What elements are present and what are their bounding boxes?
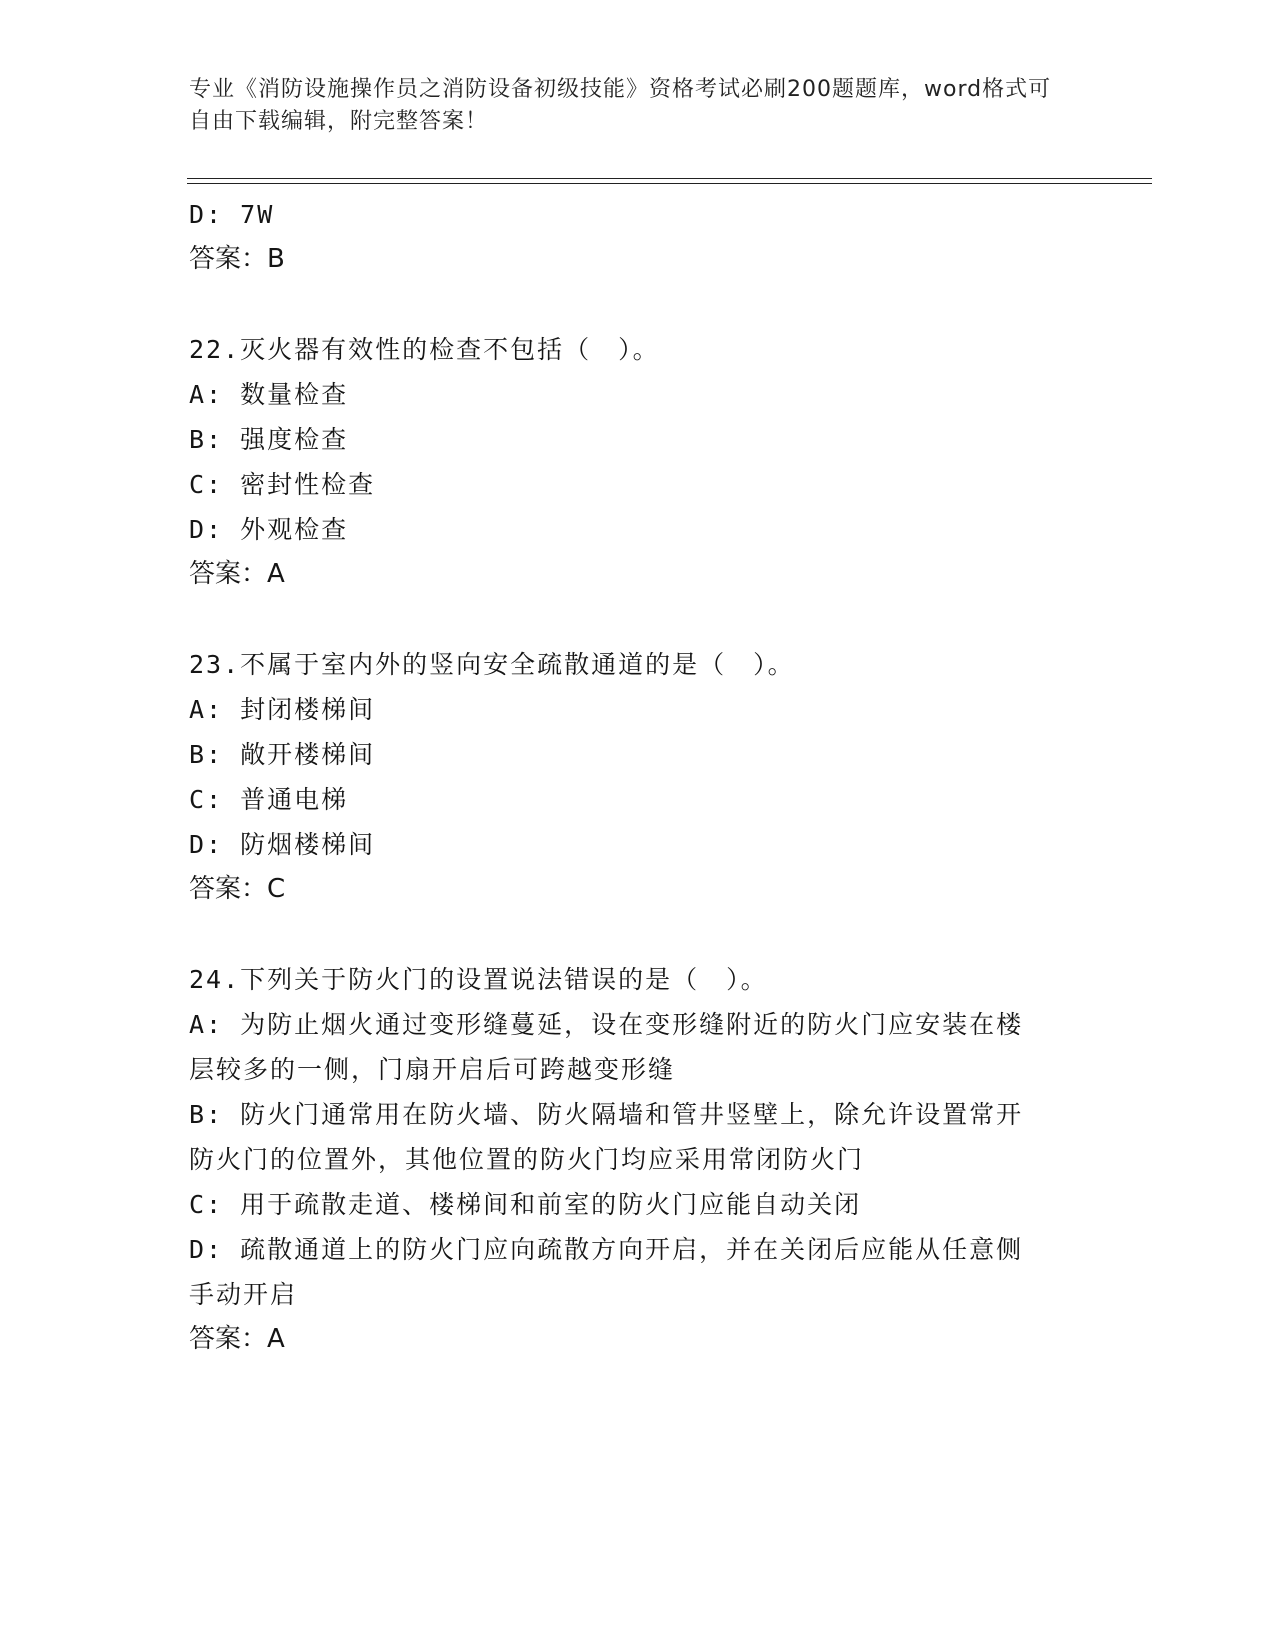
option-a-line2: 层较多的一侧，门扇开启后可跨越变形缝 (189, 1055, 676, 1084)
option-b: B: 强度检查 (189, 425, 349, 454)
question-content (189, 192, 1089, 1362)
header-rule-top (187, 178, 1152, 179)
option-b-line1: B: 防火门通常用在防火墙、防火隔墙和管井竖壁上，除允许设置常开 (189, 1100, 1024, 1129)
option-d-line1: D: 疏散通道上的防火门应向疏散方向开启，并在关闭后应能从任意侧 (189, 1235, 1024, 1264)
question-24 (189, 957, 1089, 1362)
option-a: A: 封闭楼梯间 (189, 695, 376, 724)
option-d: D: 外观检查 (189, 515, 349, 544)
header-rule-bottom (187, 183, 1152, 184)
spacer (189, 597, 1089, 642)
option-d: D: 防烟楼梯间 (189, 830, 376, 859)
question-22 (189, 327, 1089, 597)
question-23 (189, 642, 1089, 912)
prev-answer: 答案：B (189, 244, 285, 274)
document-header: 专业《消防设施操作员之消防设备初级技能》资格考试必刷200题题库，word格式可自由下载编辑，附完整答案！ (189, 77, 1052, 134)
question-stem: 24.下列关于防火门的设置说法错误的是（ ）。 (189, 965, 768, 994)
option-a: A: 数量检查 (189, 380, 349, 409)
answer: 答案：A (189, 1324, 285, 1354)
option-b-line2: 防火门的位置外，其他位置的防火门均应采用常闭防火门 (189, 1145, 865, 1174)
option-c: C: 密封性检查 (189, 470, 376, 499)
question-stem: 23.不属于室内外的竖向安全疏散通道的是（ ）。 (189, 650, 795, 679)
option-b: B: 敞开楼梯间 (189, 740, 376, 769)
question-stem: 22.灭火器有效性的检查不包括（ ）。 (189, 335, 660, 364)
prev-option-d: D: 7W (189, 200, 275, 229)
option-d-line2: 手动开启 (189, 1280, 298, 1309)
answer: 答案：C (189, 874, 286, 904)
spacer (189, 912, 1089, 957)
option-a-line1: A: 为防止烟火通过变形缝蔓延，设在变形缝附近的防火门应安装在楼 (189, 1010, 1024, 1039)
option-c: C: 用于疏散走道、楼梯间和前室的防火门应能自动关闭 (189, 1190, 862, 1219)
answer: 答案：A (189, 559, 285, 589)
option-c: C: 普通电梯 (189, 785, 349, 814)
spacer (189, 282, 1089, 327)
